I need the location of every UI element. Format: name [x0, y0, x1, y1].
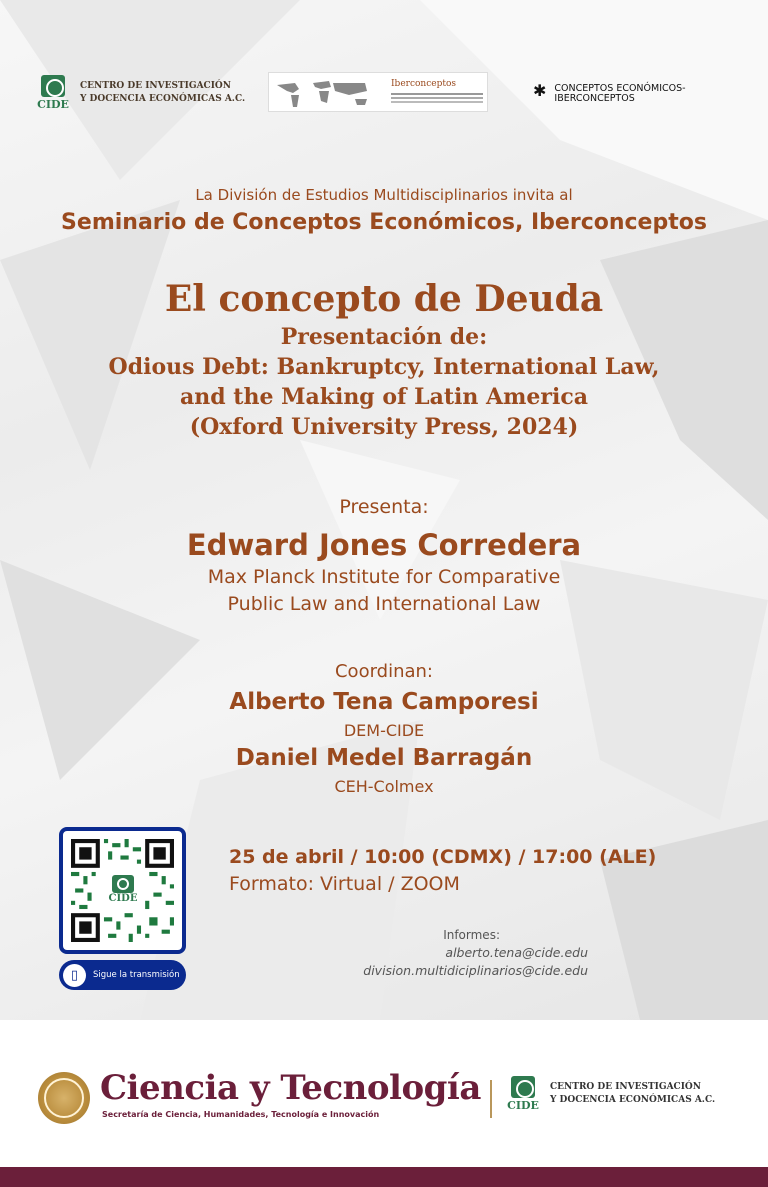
- coordinator-name: Daniel Medel Barragán: [235, 745, 533, 771]
- qr-cide-logo: CIDE: [104, 869, 142, 909]
- contact-email[interactable]: division.multidiciplinarios@cide.edu: [363, 963, 588, 978]
- contact-email[interactable]: alberto.tena@cide.edu: [445, 945, 588, 960]
- speaker-name: Edward Jones Corredera: [186, 528, 582, 562]
- coordinator-name: Alberto Tena Camporesi: [229, 689, 539, 715]
- conceptos-line1: CONCEPTOS ECONÓMICOS-: [554, 83, 686, 94]
- seminar-title: Seminario de Conceptos Económicos, Iberconceptos: [61, 210, 707, 235]
- asterisk-icon: ✱: [533, 81, 547, 100]
- info-label: Informes:: [443, 928, 500, 942]
- speaker-institution-line2: Public Law and International Law: [227, 593, 541, 615]
- coordinators-label: Coordinan:: [334, 661, 433, 682]
- cide-header-logo: [38, 75, 245, 111]
- subtitle-line3: and the Making of Latin America: [180, 384, 588, 410]
- conceptos-line2: IBERCONCEPTOS: [554, 93, 635, 104]
- footer: [0, 1020, 768, 1167]
- secretaria-name: Secretaría de Ciencia, Humanidades, Tecnología e Innovación: [102, 1110, 380, 1119]
- cide-logo: CIDE: [508, 1076, 538, 1112]
- subtitle-line2: Odious Debt: Bankruptcy, International Law,: [108, 354, 660, 380]
- coordinator-affiliation: CEH-Colmex: [334, 777, 434, 796]
- iberconceptos-logo: [268, 72, 488, 112]
- cide-footer-logo: [508, 1076, 715, 1112]
- event-title: El concepto de Deuda: [164, 278, 604, 320]
- iberconceptos-name: Iberconceptos: [391, 79, 456, 89]
- subtitle-line4: (Oxford University Press, 2024): [189, 414, 579, 440]
- mexico-seal-icon: [38, 1072, 90, 1124]
- event-format: Formato: Virtual / ZOOM: [229, 873, 460, 895]
- ciencia-tecnologia-brand: Ciencia y Tecnología: [100, 1068, 481, 1108]
- coordinator-affiliation: DEM-CIDE: [343, 721, 425, 740]
- footer-divider: [490, 1080, 492, 1118]
- subtitle-line1: Presentación de:: [280, 324, 488, 350]
- presenta-label: Presenta:: [339, 496, 429, 518]
- world-map-icon: [273, 77, 373, 109]
- cide-short-label: CIDE: [37, 98, 69, 111]
- cide-name: CENTRO DE INVESTIGACIÓN Y DOCENCIA ECONÓMICAS A.C.: [80, 81, 246, 104]
- conceptos-economicos-logo: [533, 81, 686, 104]
- invite-text: La División de Estudios Multidisciplinarios invita al: [195, 186, 573, 204]
- cide-footer-name: CENTRO DE INVESTIGACIÓN Y DOCENCIA ECONÓMICAS A.C.: [550, 1082, 716, 1105]
- cide-logo: [38, 75, 68, 111]
- phone-icon: ▯: [63, 964, 86, 987]
- event-date: 25 de abril / 10:00 (CDMX) / 17:00 (ALE): [229, 846, 657, 868]
- stream-button-label: Sigue la transmisión: [93, 970, 180, 980]
- speaker-institution-line1: Max Planck Institute for Comparative: [207, 566, 561, 588]
- footer-band: [0, 1167, 768, 1187]
